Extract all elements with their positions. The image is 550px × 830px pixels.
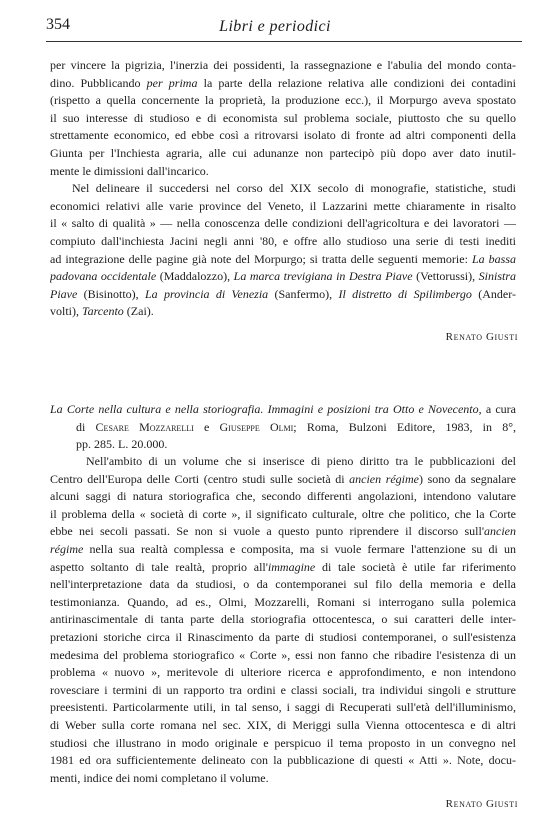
text-line: Centro dell'Europa delle Corti (centro studi sulle società di ancien régime) sono da segnalare — [50, 471, 516, 486]
italic-text: immagine — [267, 559, 316, 574]
text-line: ebbe nei secoli passati. Se non si vuole a questo punto riprendere il discorso sull'ancien — [50, 524, 516, 539]
text-line: 1981 ed ora sufficientemente delineato con la pubblicazione di questi « Atti ». Note, docu- — [50, 753, 516, 768]
italic-text: La marca trevigiana in Destra Piave — [233, 269, 413, 284]
citation-text — [50, 401, 516, 454]
review-body — [50, 453, 516, 787]
book-citation — [50, 401, 516, 454]
text-line: testimonianza. Quando, ad es., Olmi, Mozzarelli, Romani si interrogano sulla polemica — [50, 594, 516, 609]
text-line: mente le dimissioni dall'incarico. — [50, 163, 209, 178]
text-line: economici relativi alle varie province del Veneto, il Lazzarini mette chiaramente in risalto — [50, 198, 516, 213]
italic-text: La Corte nella cultura e nella storiografia. Immagini e posizioni tra Otto e Novecento — [50, 402, 479, 416]
text-line: ad integrazione delle pagine già note del Morpurgo; si tratta delle seguenti memorie: La bassa — [50, 251, 516, 266]
review-continuation — [50, 57, 516, 321]
text-line: menti, indice dei nomi completano il volume. — [50, 770, 269, 785]
text-line: strettamente economico, ed ebbe così a ritrovarsi isolato di fronte ad altri componenti della — [50, 128, 516, 143]
italic-text: Il distretto di Spilimbergo — [338, 286, 472, 301]
text-line: Nel delineare il succedersi nel corso del XIX secolo di monografie, statistiche, studi — [72, 181, 516, 196]
text-line: aspetto soltanto di tale realtà, proprio all'immagine di tale società è utile far riferimento — [50, 559, 516, 574]
author-name: Cesare Mozzarelli — [95, 419, 194, 434]
text-line: pp. 285. L. 20.000. — [76, 437, 168, 452]
text-line: il suo interesse di studioso e di economista sul problema sociale, piuttosto che su quello — [50, 110, 516, 125]
italic-text: ancien régime — [349, 471, 420, 486]
text-line: régime nella sua realtà complessa e composita, ma si vuole fermare l'attenzione su di un — [50, 541, 516, 556]
text-line: rovesciare i termini di un rapporto tra ordini e classi sociali, tra individui singoli e strutture — [50, 682, 516, 697]
paragraph-morpurgo — [50, 57, 516, 180]
text-line: di Cesare Mozzarelli e Giuseppe Olmi; Roma, Bulzoni Editore, 1983, in 8°, — [76, 419, 516, 434]
text-line: studiosi che illustrano in modo originale e perspicuo il tema proposto in un convegno nel — [50, 735, 516, 750]
review-signature-2: Renato Giusti — [445, 798, 518, 810]
italic-text: régime — [50, 541, 84, 556]
text-line: La Corte nella cultura e nella storiografia. Immagini e posizioni tra Otto e Novecento, a cura — [50, 402, 516, 416]
text-line: preesistenti. Particolarmente utili, in tal senso, i saggi di Recuperati sull'età dell'illuminismo, — [50, 700, 516, 715]
paragraph-lazzarini — [50, 180, 516, 321]
page-number: 354 — [46, 16, 70, 33]
text-line: padovana occidentale (Maddalozzo), La marca trevigiana in Destra Piave (Vettorussi), Sinistra — [50, 269, 516, 284]
text-line: problema « nuovo », meritevole di ulteriore ricerca e approfondimento, e non intendono — [50, 665, 516, 680]
italic-text: Piave — [50, 286, 78, 301]
italic-text: ancien — [484, 524, 516, 539]
text-line: alcuni saggi di natura storiografica che, secondo differenti angolazioni, intendono valutare — [50, 489, 516, 504]
text-line: di Weber sulla corte romana nel sec. XIX, di Meriggi sulla Vienna ottocentesca e di altri — [50, 717, 516, 732]
review-signature: Renato Giusti — [445, 331, 518, 343]
italic-text: padovana occidentale — [50, 269, 157, 284]
italic-text: La provincia di Venezia — [144, 286, 269, 301]
text-line: antirinascimentale di tanta parte della storiografia ottocentesca, o sui caratteri delle inter- — [50, 612, 516, 627]
paragraph-corte — [50, 453, 516, 787]
italic-text: Sinistra — [478, 269, 516, 284]
text-line: il « salto di qualità » — nella conoscenza delle condizioni dell'agricoltura e dei lavoratori — — [50, 216, 516, 231]
text-line: pretazioni storiche circa il Rinascimento da parte di studiosi contemporanei, o sull'esistenza — [50, 629, 516, 644]
text-line: nell'interpretazione data da studiosi, o da contemporanei sul filo della memoria e della — [50, 577, 516, 592]
text-line: medesima del problema storiografico « Corte », essi non fanno che ribadire l'esistenza di un — [50, 647, 516, 662]
text-line: per vincere la pigrizia, l'inerzia dei possidenti, la rassegnazione e l'abulia del mondo conta- — [50, 58, 516, 72]
text-line: volti), Tarcento (Zai). — [50, 304, 154, 319]
text-line: (rispetto a quella concernente la proprietà, la produzione ecc.), il Morpurgo aveva spostato — [50, 93, 516, 108]
text-line: il problema della « società di corte », il significato culturale, oltre che politico, che la Corte — [50, 506, 516, 521]
text-line: Nell'ambito di un volume che si inserisce di pieno diritto tra le pubblicazioni del — [86, 454, 516, 468]
italic-text: Tarcento — [82, 304, 124, 319]
text-line: compiuto dall'inchiesta Jacini negli anni '80, e offre allo studioso una serie di testi inediti — [50, 233, 516, 248]
text-line: dino. Pubblicando per prima la parte della relazione relativa alle condizioni dei contadini — [50, 75, 516, 90]
italic-text: per prima — [146, 75, 198, 90]
italic-text: La bassa — [471, 251, 516, 266]
text-line: Giunta per l'Inchiesta agraria, alle cui adunanze non partecipò più dopo aver dato inutil- — [50, 145, 516, 160]
running-title: Libri e periodici — [219, 18, 331, 35]
author-name: Giuseppe Olmi — [219, 419, 294, 434]
header-rule — [46, 41, 522, 42]
text-line: Piave (Bisinotto), La provincia di Venezia (Sanfermo), Il distretto di Spilimbergo (Ander- — [50, 286, 516, 301]
